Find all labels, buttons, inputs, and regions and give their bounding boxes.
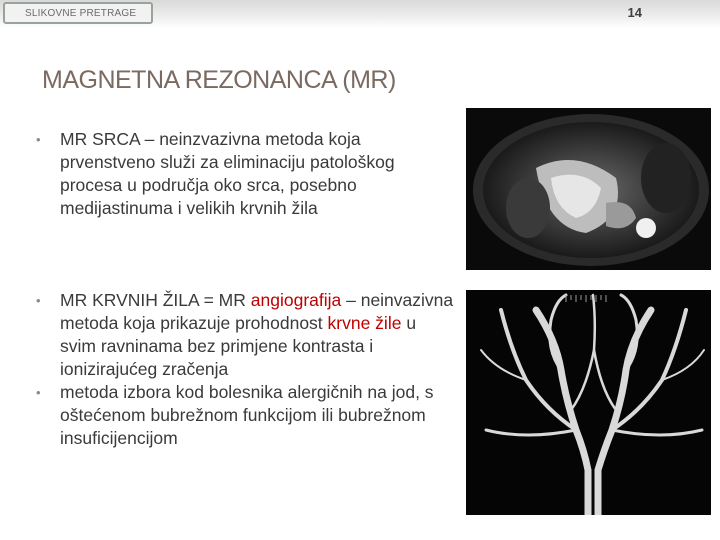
highlight-text: angiografija	[250, 290, 342, 310]
cardiac-mri-image	[466, 108, 711, 270]
bullet-dot-icon: •	[36, 385, 41, 400]
bullet-spacer	[36, 220, 456, 289]
bullet-dot-icon: •	[36, 132, 41, 147]
bullet-text: MR SRCA – neinzvazivna metoda koja prvenstveno služi za eliminaciju patološkog procesa u područja oko srca, posebno medijastinuma i velikih krvnih žila	[60, 129, 395, 218]
section-label	[3, 2, 153, 24]
page-number: 14	[627, 5, 642, 20]
bullet-list	[36, 128, 456, 450]
slide-title: MAGNETNA REZONANCA (MR)	[42, 66, 396, 94]
bullet-item	[36, 128, 456, 220]
bullet-text: metoda izbora kod bolesnika alergičnih na jod, s oštećenom bubrežnom funkcijom ili bubrežnom insuficijencijom	[60, 382, 434, 448]
highlight-text: krvne žile	[327, 313, 402, 333]
bullet-dot-icon: •	[36, 293, 41, 308]
bullet-text: – neinvazivna metoda koja prikazuje prohodnost	[60, 290, 454, 333]
bullet-text: MR KRVNIH ŽILA = MR	[60, 290, 251, 310]
section-label-text: SLIKOVNE PRETRAGE	[25, 7, 137, 19]
bullet-text: u svim ravninama bez primjene kontrasta i ionizirajućeg zračenja	[60, 313, 417, 379]
bullet-item	[36, 381, 456, 450]
bullet-item	[36, 289, 456, 381]
mr-angiography-image	[466, 290, 711, 515]
